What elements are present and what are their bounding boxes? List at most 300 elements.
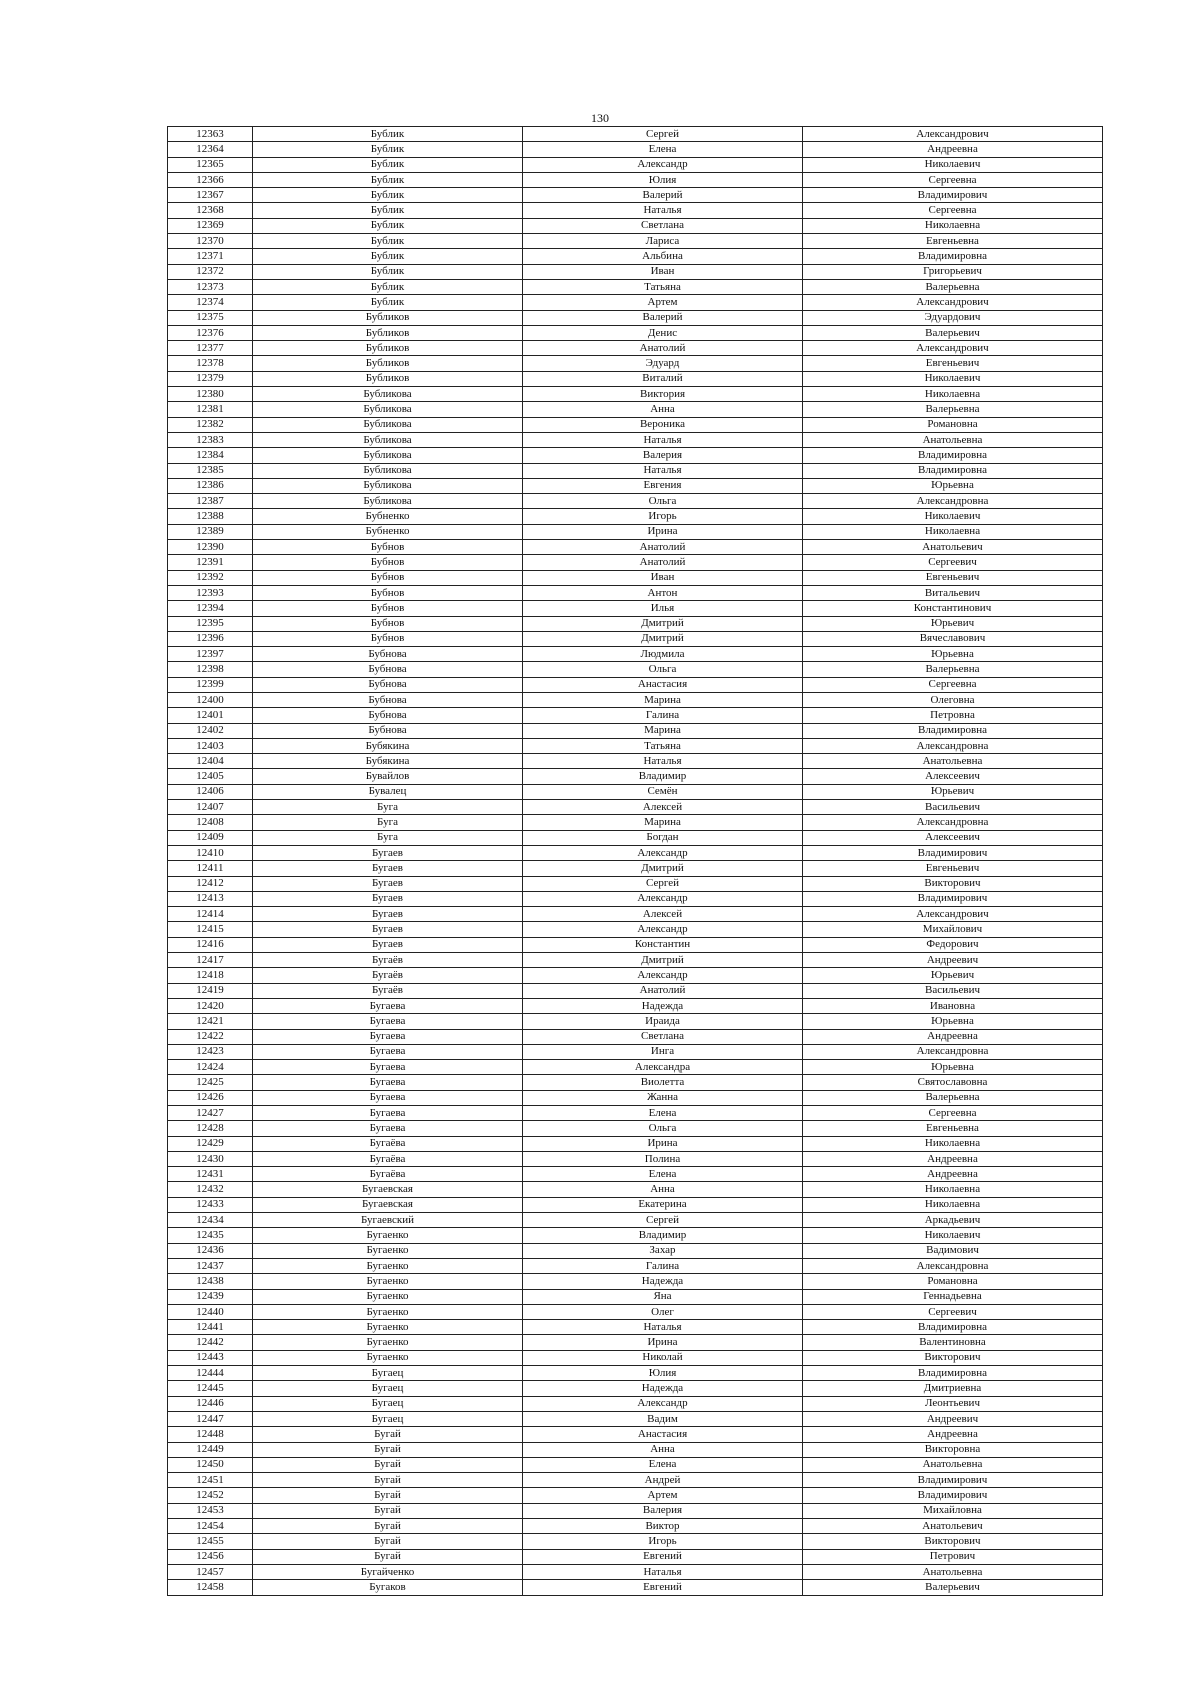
surname-cell: Бугаенко — [253, 1258, 523, 1273]
record-number-cell: 12392 — [168, 570, 253, 585]
given-name-cell: Александр — [523, 845, 803, 860]
table-row — [168, 524, 1103, 539]
given-name-cell: Александр — [523, 1396, 803, 1411]
given-name-cell: Артем — [523, 1488, 803, 1503]
given-name-cell: Инга — [523, 1044, 803, 1059]
patronymic-cell: Валерьевна — [803, 402, 1103, 417]
given-name-cell: Евгения — [523, 478, 803, 493]
given-name-cell: Вадим — [523, 1411, 803, 1426]
given-name-cell: Ольга — [523, 494, 803, 509]
patronymic-cell: Сергеевна — [803, 203, 1103, 218]
patronymic-cell: Витальевич — [803, 585, 1103, 600]
table-row — [168, 1167, 1103, 1182]
table-row — [168, 142, 1103, 157]
surname-cell: Бубнова — [253, 708, 523, 723]
table-row — [168, 998, 1103, 1013]
given-name-cell: Татьяна — [523, 279, 803, 294]
patronymic-cell: Александрович — [803, 295, 1103, 310]
table-row — [168, 1197, 1103, 1212]
given-name-cell: Наталья — [523, 754, 803, 769]
record-number-cell: 12403 — [168, 738, 253, 753]
table-row — [168, 127, 1103, 142]
surname-cell: Бубликов — [253, 310, 523, 325]
table-row — [168, 295, 1103, 310]
table-row — [168, 264, 1103, 279]
given-name-cell: Сергей — [523, 876, 803, 891]
record-number-cell: 12457 — [168, 1564, 253, 1579]
given-name-cell: Евгений — [523, 1549, 803, 1564]
patronymic-cell: Александровна — [803, 815, 1103, 830]
given-name-cell: Елена — [523, 1457, 803, 1472]
surname-cell: Бугаенко — [253, 1304, 523, 1319]
page-number: 130 — [591, 111, 609, 125]
record-number-cell: 12365 — [168, 157, 253, 172]
table-row — [168, 249, 1103, 264]
patronymic-cell: Николаевна — [803, 1182, 1103, 1197]
surname-cell: Бугаенко — [253, 1335, 523, 1350]
given-name-cell: Анастасия — [523, 677, 803, 692]
surname-cell: Бугаёв — [253, 983, 523, 998]
surname-cell: Бугаевский — [253, 1213, 523, 1228]
record-number-cell: 12432 — [168, 1182, 253, 1197]
patronymic-cell: Аркадьевич — [803, 1213, 1103, 1228]
patronymic-cell: Александрович — [803, 907, 1103, 922]
patronymic-cell: Александровна — [803, 1044, 1103, 1059]
surname-cell: Бубликов — [253, 341, 523, 356]
record-number-cell: 12414 — [168, 907, 253, 922]
patronymic-cell: Николаевна — [803, 218, 1103, 233]
surname-cell: Бугай — [253, 1503, 523, 1518]
surname-cell: Бугаев — [253, 876, 523, 891]
surname-cell: Бубнов — [253, 585, 523, 600]
patronymic-cell: Николаевич — [803, 509, 1103, 524]
patronymic-cell: Валерьевна — [803, 279, 1103, 294]
given-name-cell: Андрей — [523, 1473, 803, 1488]
given-name-cell: Николай — [523, 1350, 803, 1365]
surname-cell: Бугай — [253, 1473, 523, 1488]
given-name-cell: Александр — [523, 968, 803, 983]
given-name-cell: Анатолий — [523, 555, 803, 570]
record-number-cell: 12375 — [168, 310, 253, 325]
patronymic-cell: Анатольевна — [803, 432, 1103, 447]
surname-cell: Бугаёва — [253, 1167, 523, 1182]
table-row — [168, 509, 1103, 524]
patronymic-cell: Андреевна — [803, 1427, 1103, 1442]
patronymic-cell: Юрьевна — [803, 647, 1103, 662]
given-name-cell: Светлана — [523, 1029, 803, 1044]
patronymic-cell: Николаевич — [803, 371, 1103, 386]
table-row — [168, 1503, 1103, 1518]
surname-cell: Бублик — [253, 264, 523, 279]
patronymic-cell: Викторович — [803, 1350, 1103, 1365]
record-number-cell: 12384 — [168, 448, 253, 463]
patronymic-cell: Владимирович — [803, 188, 1103, 203]
record-number-cell: 12417 — [168, 953, 253, 968]
patronymic-cell: Николаевна — [803, 524, 1103, 539]
record-number-cell: 12430 — [168, 1151, 253, 1166]
record-number-cell: 12383 — [168, 432, 253, 447]
surname-cell: Бублик — [253, 142, 523, 157]
table-row — [168, 647, 1103, 662]
surname-cell: Бугаёва — [253, 1151, 523, 1166]
table-row — [168, 631, 1103, 646]
given-name-cell: Валерия — [523, 1503, 803, 1518]
given-name-cell: Полина — [523, 1151, 803, 1166]
table-row — [168, 662, 1103, 677]
record-number-cell: 12433 — [168, 1197, 253, 1212]
surname-cell: Бубликова — [253, 402, 523, 417]
given-name-cell: Анатолий — [523, 341, 803, 356]
patronymic-cell: Владимирович — [803, 891, 1103, 906]
surname-cell: Бубнова — [253, 662, 523, 677]
record-number-cell: 12410 — [168, 845, 253, 860]
record-number-cell: 12396 — [168, 631, 253, 646]
given-name-cell: Яна — [523, 1289, 803, 1304]
patronymic-cell: Анатольевич — [803, 540, 1103, 555]
given-name-cell: Игорь — [523, 509, 803, 524]
table-row — [168, 1121, 1103, 1136]
surname-cell: Бувайлов — [253, 769, 523, 784]
given-name-cell: Наталья — [523, 1320, 803, 1335]
patronymic-cell: Дмитриевна — [803, 1381, 1103, 1396]
given-name-cell: Наталья — [523, 1564, 803, 1579]
record-number-cell: 12395 — [168, 616, 253, 631]
record-number-cell: 12377 — [168, 341, 253, 356]
surname-cell: Бубнов — [253, 555, 523, 570]
patronymic-cell: Алексеевич — [803, 769, 1103, 784]
given-name-cell: Вероника — [523, 417, 803, 432]
record-number-cell: 12451 — [168, 1473, 253, 1488]
patronymic-cell: Валерьевна — [803, 662, 1103, 677]
record-number-cell: 12427 — [168, 1106, 253, 1121]
record-number-cell: 12450 — [168, 1457, 253, 1472]
record-number-cell: 12371 — [168, 249, 253, 264]
record-number-cell: 12438 — [168, 1274, 253, 1289]
table-row — [168, 953, 1103, 968]
given-name-cell: Владимир — [523, 769, 803, 784]
record-number-cell: 12364 — [168, 142, 253, 157]
record-number-cell: 12393 — [168, 585, 253, 600]
record-number-cell: 12381 — [168, 402, 253, 417]
patronymic-cell: Сергеевич — [803, 555, 1103, 570]
surname-cell: Бугаец — [253, 1396, 523, 1411]
given-name-cell: Виталий — [523, 371, 803, 386]
surname-cell: Бугаенко — [253, 1320, 523, 1335]
patronymic-cell: Алексеевич — [803, 830, 1103, 845]
given-name-cell: Александра — [523, 1060, 803, 1075]
surname-cell: Бубнов — [253, 631, 523, 646]
surname-cell: Бубнова — [253, 692, 523, 707]
table-row — [168, 1151, 1103, 1166]
record-number-cell: 12389 — [168, 524, 253, 539]
patronymic-cell: Валентиновна — [803, 1335, 1103, 1350]
table-row — [168, 448, 1103, 463]
record-number-cell: 12370 — [168, 234, 253, 249]
given-name-cell: Дмитрий — [523, 861, 803, 876]
surname-cell: Бугай — [253, 1488, 523, 1503]
patronymic-cell: Николаевна — [803, 1136, 1103, 1151]
table-row — [168, 157, 1103, 172]
record-number-cell: 12445 — [168, 1381, 253, 1396]
given-name-cell: Надежда — [523, 1381, 803, 1396]
table-row — [168, 341, 1103, 356]
patronymic-cell: Евгеньевич — [803, 861, 1103, 876]
surname-cell: Бугай — [253, 1427, 523, 1442]
record-number-cell: 12431 — [168, 1167, 253, 1182]
given-name-cell: Юлия — [523, 172, 803, 187]
given-name-cell: Елена — [523, 142, 803, 157]
table-row — [168, 1534, 1103, 1549]
table-row — [168, 937, 1103, 952]
table-row — [168, 585, 1103, 600]
given-name-cell: Сергей — [523, 1213, 803, 1228]
record-number-cell: 12407 — [168, 800, 253, 815]
record-number-cell: 12413 — [168, 891, 253, 906]
given-name-cell: Марина — [523, 692, 803, 707]
record-number-cell: 12449 — [168, 1442, 253, 1457]
table-row — [168, 494, 1103, 509]
given-name-cell: Владимир — [523, 1228, 803, 1243]
table-row — [168, 723, 1103, 738]
surname-cell: Бубненко — [253, 509, 523, 524]
patronymic-cell: Владимирович — [803, 845, 1103, 860]
table-row — [168, 356, 1103, 371]
given-name-cell: Анна — [523, 402, 803, 417]
surname-cell: Бугаенко — [253, 1289, 523, 1304]
table-row — [168, 968, 1103, 983]
table-row — [168, 1014, 1103, 1029]
surname-cell: Бугаев — [253, 922, 523, 937]
table-row — [168, 784, 1103, 799]
patronymic-cell: Анатольевна — [803, 754, 1103, 769]
surname-cell: Бугаева — [253, 1106, 523, 1121]
surname-cell: Бугаёва — [253, 1136, 523, 1151]
given-name-cell: Екатерина — [523, 1197, 803, 1212]
given-name-cell: Жанна — [523, 1090, 803, 1105]
table-row — [168, 692, 1103, 707]
given-name-cell: Анна — [523, 1182, 803, 1197]
patronymic-cell: Анатольевич — [803, 1519, 1103, 1534]
patronymic-cell: Михайловна — [803, 1503, 1103, 1518]
record-number-cell: 12418 — [168, 968, 253, 983]
table-row — [168, 800, 1103, 815]
given-name-cell: Иван — [523, 570, 803, 585]
surname-cell: Бубнов — [253, 601, 523, 616]
patronymic-cell: Андреевна — [803, 1167, 1103, 1182]
record-number-cell: 12444 — [168, 1366, 253, 1381]
record-number-cell: 12401 — [168, 708, 253, 723]
patronymic-cell: Валерьевич — [803, 325, 1103, 340]
given-name-cell: Игорь — [523, 1534, 803, 1549]
table-row — [168, 769, 1103, 784]
record-number-cell: 12436 — [168, 1243, 253, 1258]
given-name-cell: Алексей — [523, 800, 803, 815]
surname-cell: Бугаев — [253, 907, 523, 922]
patronymic-cell: Андреевна — [803, 142, 1103, 157]
record-number-cell: 12422 — [168, 1029, 253, 1044]
given-name-cell: Богдан — [523, 830, 803, 845]
patronymic-cell: Геннадьевна — [803, 1289, 1103, 1304]
table-row — [168, 861, 1103, 876]
patronymic-cell: Александрович — [803, 127, 1103, 142]
table-row — [168, 570, 1103, 585]
table-row — [168, 1213, 1103, 1228]
given-name-cell: Ирина — [523, 524, 803, 539]
given-name-cell: Артем — [523, 295, 803, 310]
record-number-cell: 12380 — [168, 387, 253, 402]
given-name-cell: Ольга — [523, 662, 803, 677]
patronymic-cell: Владимировна — [803, 448, 1103, 463]
surname-cell: Бугаец — [253, 1366, 523, 1381]
surname-cell: Бублик — [253, 249, 523, 264]
given-name-cell: Валерий — [523, 310, 803, 325]
record-number-cell: 12404 — [168, 754, 253, 769]
record-number-cell: 12390 — [168, 540, 253, 555]
surname-cell: Бугаева — [253, 998, 523, 1013]
record-number-cell: 12388 — [168, 509, 253, 524]
patronymic-cell: Александровна — [803, 738, 1103, 753]
surname-cell: Бугаева — [253, 1060, 523, 1075]
table-row — [168, 891, 1103, 906]
given-name-cell: Константин — [523, 937, 803, 952]
patronymic-cell: Юрьевич — [803, 968, 1103, 983]
record-number-cell: 12452 — [168, 1488, 253, 1503]
surname-cell: Бугаев — [253, 891, 523, 906]
record-number-cell: 12423 — [168, 1044, 253, 1059]
record-number-cell: 12367 — [168, 188, 253, 203]
table-row — [168, 402, 1103, 417]
record-number-cell: 12405 — [168, 769, 253, 784]
surname-cell: Бубнова — [253, 647, 523, 662]
table-row — [168, 417, 1103, 432]
record-number-cell: 12455 — [168, 1534, 253, 1549]
table-row — [168, 876, 1103, 891]
record-number-cell: 12369 — [168, 218, 253, 233]
table-row — [168, 432, 1103, 447]
given-name-cell: Елена — [523, 1106, 803, 1121]
given-name-cell: Ольга — [523, 1121, 803, 1136]
given-name-cell: Анна — [523, 1442, 803, 1457]
patronymic-cell: Александровна — [803, 494, 1103, 509]
surname-cell: Бугай — [253, 1457, 523, 1472]
record-number-cell: 12442 — [168, 1335, 253, 1350]
given-name-cell: Надежда — [523, 1274, 803, 1289]
surname-cell: Бугаевская — [253, 1197, 523, 1212]
record-number-cell: 12416 — [168, 937, 253, 952]
surname-cell: Бубликова — [253, 494, 523, 509]
table-row — [168, 188, 1103, 203]
record-number-cell: 12437 — [168, 1258, 253, 1273]
record-number-cell: 12386 — [168, 478, 253, 493]
patronymic-cell: Владимировна — [803, 249, 1103, 264]
surname-cell: Бугай — [253, 1549, 523, 1564]
table-row — [168, 540, 1103, 555]
surname-cell: Бугаевская — [253, 1182, 523, 1197]
table-row — [168, 1335, 1103, 1350]
patronymic-cell: Сергеевич — [803, 1304, 1103, 1319]
patronymic-cell: Вадимович — [803, 1243, 1103, 1258]
patronymic-cell: Сергеевна — [803, 677, 1103, 692]
record-number-cell: 12391 — [168, 555, 253, 570]
table-row — [168, 1258, 1103, 1273]
patronymic-cell: Святославовна — [803, 1075, 1103, 1090]
surname-cell: Бублик — [253, 295, 523, 310]
surname-cell: Бугаенко — [253, 1243, 523, 1258]
record-number-cell: 12400 — [168, 692, 253, 707]
given-name-cell: Александр — [523, 157, 803, 172]
given-name-cell: Надежда — [523, 998, 803, 1013]
table-row — [168, 310, 1103, 325]
patronymic-cell: Евгеньевич — [803, 356, 1103, 371]
table-row — [168, 218, 1103, 233]
surname-cell: Бубликова — [253, 463, 523, 478]
record-number-cell: 12387 — [168, 494, 253, 509]
patronymic-cell: Андреевна — [803, 1029, 1103, 1044]
table-row — [168, 1350, 1103, 1365]
record-number-cell: 12434 — [168, 1213, 253, 1228]
given-name-cell: Наталья — [523, 463, 803, 478]
surname-cell: Буга — [253, 830, 523, 845]
surname-cell: Бубликова — [253, 417, 523, 432]
record-number-cell: 12454 — [168, 1519, 253, 1534]
given-name-cell: Наталья — [523, 203, 803, 218]
patronymic-cell: Евгеньевна — [803, 234, 1103, 249]
patronymic-cell: Ивановна — [803, 998, 1103, 1013]
given-name-cell: Алексей — [523, 907, 803, 922]
record-number-cell: 12398 — [168, 662, 253, 677]
given-name-cell: Дмитрий — [523, 953, 803, 968]
surname-cell: Бугаец — [253, 1381, 523, 1396]
table-row — [168, 1090, 1103, 1105]
table-row — [168, 387, 1103, 402]
given-name-cell: Марина — [523, 815, 803, 830]
patronymic-cell: Андреевич — [803, 1411, 1103, 1426]
patronymic-cell: Валерьевна — [803, 1090, 1103, 1105]
surname-cell: Бублик — [253, 218, 523, 233]
given-name-cell: Виолетта — [523, 1075, 803, 1090]
patronymic-cell: Юрьевич — [803, 784, 1103, 799]
record-number-cell: 12453 — [168, 1503, 253, 1518]
record-number-cell: 12412 — [168, 876, 253, 891]
patronymic-cell: Владимировна — [803, 463, 1103, 478]
table-row — [168, 325, 1103, 340]
surname-cell: Бугай — [253, 1442, 523, 1457]
surname-cell: Бублик — [253, 127, 523, 142]
patronymic-cell: Эдуардович — [803, 310, 1103, 325]
table-row — [168, 601, 1103, 616]
table-row — [168, 1457, 1103, 1472]
table-row — [168, 708, 1103, 723]
record-number-cell: 12426 — [168, 1090, 253, 1105]
given-name-cell: Дмитрий — [523, 631, 803, 646]
patronymic-cell: Евгеньевна — [803, 1121, 1103, 1136]
table-row — [168, 1396, 1103, 1411]
surname-cell: Бугаева — [253, 1075, 523, 1090]
record-number-cell: 12440 — [168, 1304, 253, 1319]
record-number-cell: 12408 — [168, 815, 253, 830]
table-row — [168, 1488, 1103, 1503]
record-number-cell: 12456 — [168, 1549, 253, 1564]
record-number-cell: 12458 — [168, 1580, 253, 1595]
surname-cell: Бубликов — [253, 371, 523, 386]
surname-cell: Бугаец — [253, 1411, 523, 1426]
patronymic-cell: Юрьевна — [803, 1060, 1103, 1075]
table-row — [168, 463, 1103, 478]
given-name-cell: Валерий — [523, 188, 803, 203]
patronymic-cell: Юрьевич — [803, 616, 1103, 631]
record-number-cell: 12425 — [168, 1075, 253, 1090]
table-row — [168, 616, 1103, 631]
